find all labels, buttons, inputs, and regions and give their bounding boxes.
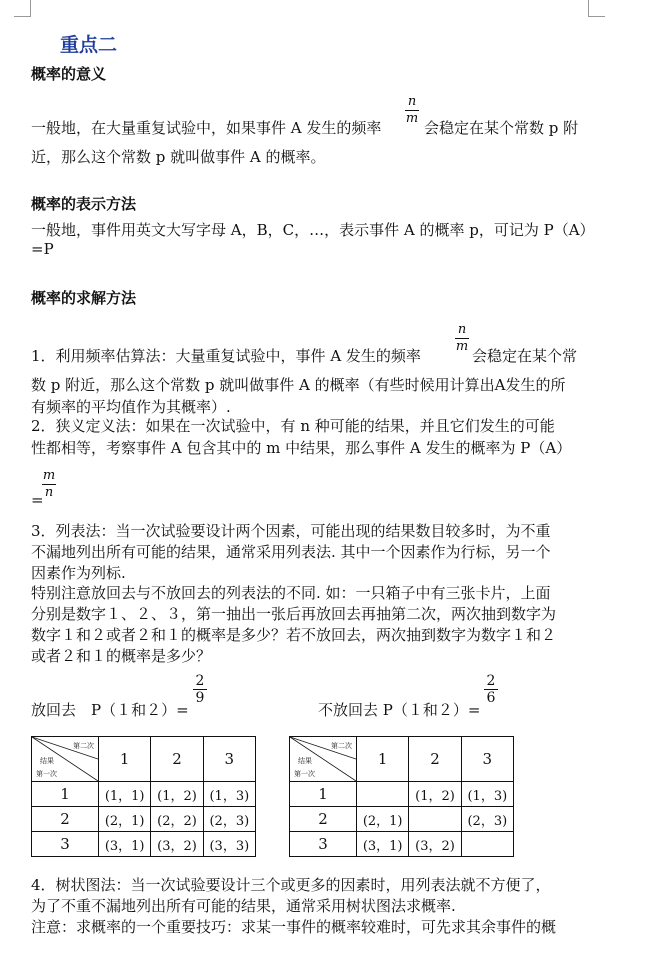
fraction-numerator: m: [42, 468, 56, 483]
row-header: 3: [290, 832, 357, 857]
column-header: 1: [357, 737, 409, 782]
without-replacement-fraction: [484, 674, 498, 705]
corner-label-second-draw: 第二次: [331, 742, 352, 750]
table-cell: [409, 807, 461, 832]
method4-line3: 注意：求概率的一个重要技巧：求某一事件的概率较难时，可先求其余事件的概: [31, 918, 557, 936]
method3-line7: 或者２和１的概率是多少？: [31, 647, 212, 665]
with-replacement-label: 放回去 P（１和２）=: [31, 701, 189, 719]
table-header-row: [32, 737, 256, 782]
corner-label-result: 结果: [40, 757, 54, 765]
page-corner-mark-right: [588, 0, 605, 17]
method1-frequency-fraction: [455, 323, 469, 354]
method4-line1: 4．树状图法：当一次试验要设计三个或更多的因素时，用列表法就不方便了，: [31, 876, 551, 894]
column-header: 1: [99, 737, 151, 782]
notation-text-line2: =P: [31, 240, 54, 258]
method1-line2: 数 p 附近，那么这个常数 p 就叫做事件 A 的概率（有些时候用计算出A发生的所: [31, 376, 566, 394]
table-cell: [357, 782, 409, 807]
table-cell: (2，1): [357, 807, 409, 832]
table-cell: (3，3): [203, 832, 255, 857]
meaning-text-part1: 一般地，在大量重复试验中，如果事件 A 发生的频率: [31, 119, 382, 137]
method3-line5: 分别是数字１、２、３，第一抽出一张后再放回去再抽第二次，两次抽到数字为: [31, 605, 557, 623]
table-cell: (1，1): [99, 782, 151, 807]
method1-line1-part2: 会稳定在某个常: [472, 347, 578, 365]
fraction-denominator: 6: [486, 690, 496, 706]
table-corner-cell: [32, 737, 99, 782]
meaning-text-line1: [31, 117, 381, 138]
corner-label-first-draw: 第一次: [294, 770, 315, 778]
row-header: 1: [290, 782, 357, 807]
meaning-heading: 概率的意义: [31, 65, 107, 83]
row-header: 2: [290, 807, 357, 832]
method2-line2: 性都相等，考察事件 A 包含其中的 m 中结果，那么事件 A 发生的概率为 P（A）: [31, 439, 572, 457]
table-cell: (2，1): [99, 807, 151, 832]
row-header: 3: [32, 832, 99, 857]
corner-label-result: 结果: [298, 757, 312, 765]
table-cell: (3，1): [99, 832, 151, 857]
corner-label-second-draw: 第二次: [73, 742, 94, 750]
table-cell: (3，2): [409, 832, 461, 857]
table-row: [290, 782, 514, 807]
method2-line1: 2．狭义定义法：如果在一次试验中，有 n 种可能的结果，并且它们发生的可能: [31, 417, 555, 435]
table-cell: (2，2): [151, 807, 203, 832]
fraction-numerator: n: [407, 94, 417, 109]
table-row: [32, 807, 256, 832]
table-header-row: [290, 737, 514, 782]
method4-line2: 为了不重不漏地列出所有可能的结果，通常采用树状图法求概率.: [31, 897, 456, 915]
row-header: 2: [32, 807, 99, 832]
row-header: 1: [32, 782, 99, 807]
page-title: 重点二: [60, 34, 118, 56]
corner-label-first-draw: 第一次: [36, 770, 57, 778]
method2-line3-equals: =: [31, 491, 44, 509]
fraction-denominator: m: [455, 339, 469, 354]
fraction-numerator: 2: [195, 673, 205, 689]
table-cell: (3，2): [151, 832, 203, 857]
method3-line3: 因素作为列标.: [31, 564, 126, 582]
notation-heading: 概率的表示方法: [31, 195, 137, 213]
page-corner-mark-left: [14, 0, 31, 17]
table-cell: (1，2): [151, 782, 203, 807]
table-cell: (2，3): [203, 807, 255, 832]
table-row: [32, 832, 256, 857]
column-header: 2: [151, 737, 203, 782]
table-row: [290, 832, 514, 857]
method1-line3: 有频率的平均值作为其概率）.: [31, 398, 231, 416]
table-corner-cell: [290, 737, 357, 782]
method3-line1: 3．列表法：当一次试验要设计两个因素，可能出现的结果数目较多时，为不重: [31, 522, 551, 540]
method3-line4: 特别注意放回去与不放回去的列表法的不同. 如：一只箱子中有三张卡片，上面: [31, 584, 551, 602]
table-row: [290, 807, 514, 832]
column-header: 3: [461, 737, 513, 782]
method3-line6: 数字１和２或者２和１的概率是多少？若不放回去，两次抽到数字为数字１和２: [31, 626, 557, 644]
table-cell: (1，3): [203, 782, 255, 807]
notation-text-line1: 一般地，事件用英文大写字母 A，B，C，…，表示事件 A 的概率 p，可记为 P（A）: [31, 221, 595, 239]
meaning-text-line2: 近，那么这个常数 p 就叫做事件 A 的概率。: [31, 148, 326, 166]
method2-probability-fraction: [42, 469, 56, 500]
fraction-denominator: n: [44, 485, 54, 500]
table-cell: (2，3): [461, 807, 513, 832]
table-cell: (3，1): [357, 832, 409, 857]
fraction-numerator: n: [457, 322, 467, 337]
table-cell: [461, 832, 513, 857]
table-row: [32, 782, 256, 807]
method3-line2: 不漏地列出所有可能的结果，通常采用列表法. 其中一个因素作为行标，另一个: [31, 543, 551, 561]
with-replacement-fraction: [193, 674, 207, 705]
method1-line1-part1: 1．利用频率估算法：大量重复试验中，事件 A 发生的频率: [31, 347, 421, 365]
fraction-numerator: 2: [486, 673, 496, 689]
without-replacement-label: 不放回去 P（１和２）=: [318, 701, 481, 719]
meaning-text-part2: 会稳定在某个常数 p 附: [424, 119, 579, 137]
meaning-frequency-fraction: [405, 95, 419, 126]
fraction-denominator: 9: [195, 690, 205, 706]
table-cell: (1，2): [409, 782, 461, 807]
methods-heading: 概率的求解方法: [31, 289, 137, 307]
column-header: 3: [203, 737, 255, 782]
column-header: 2: [409, 737, 461, 782]
table-cell: (1，3): [461, 782, 513, 807]
without-replacement-table: [289, 736, 514, 857]
with-replacement-table: [31, 736, 256, 857]
fraction-denominator: m: [405, 111, 419, 126]
